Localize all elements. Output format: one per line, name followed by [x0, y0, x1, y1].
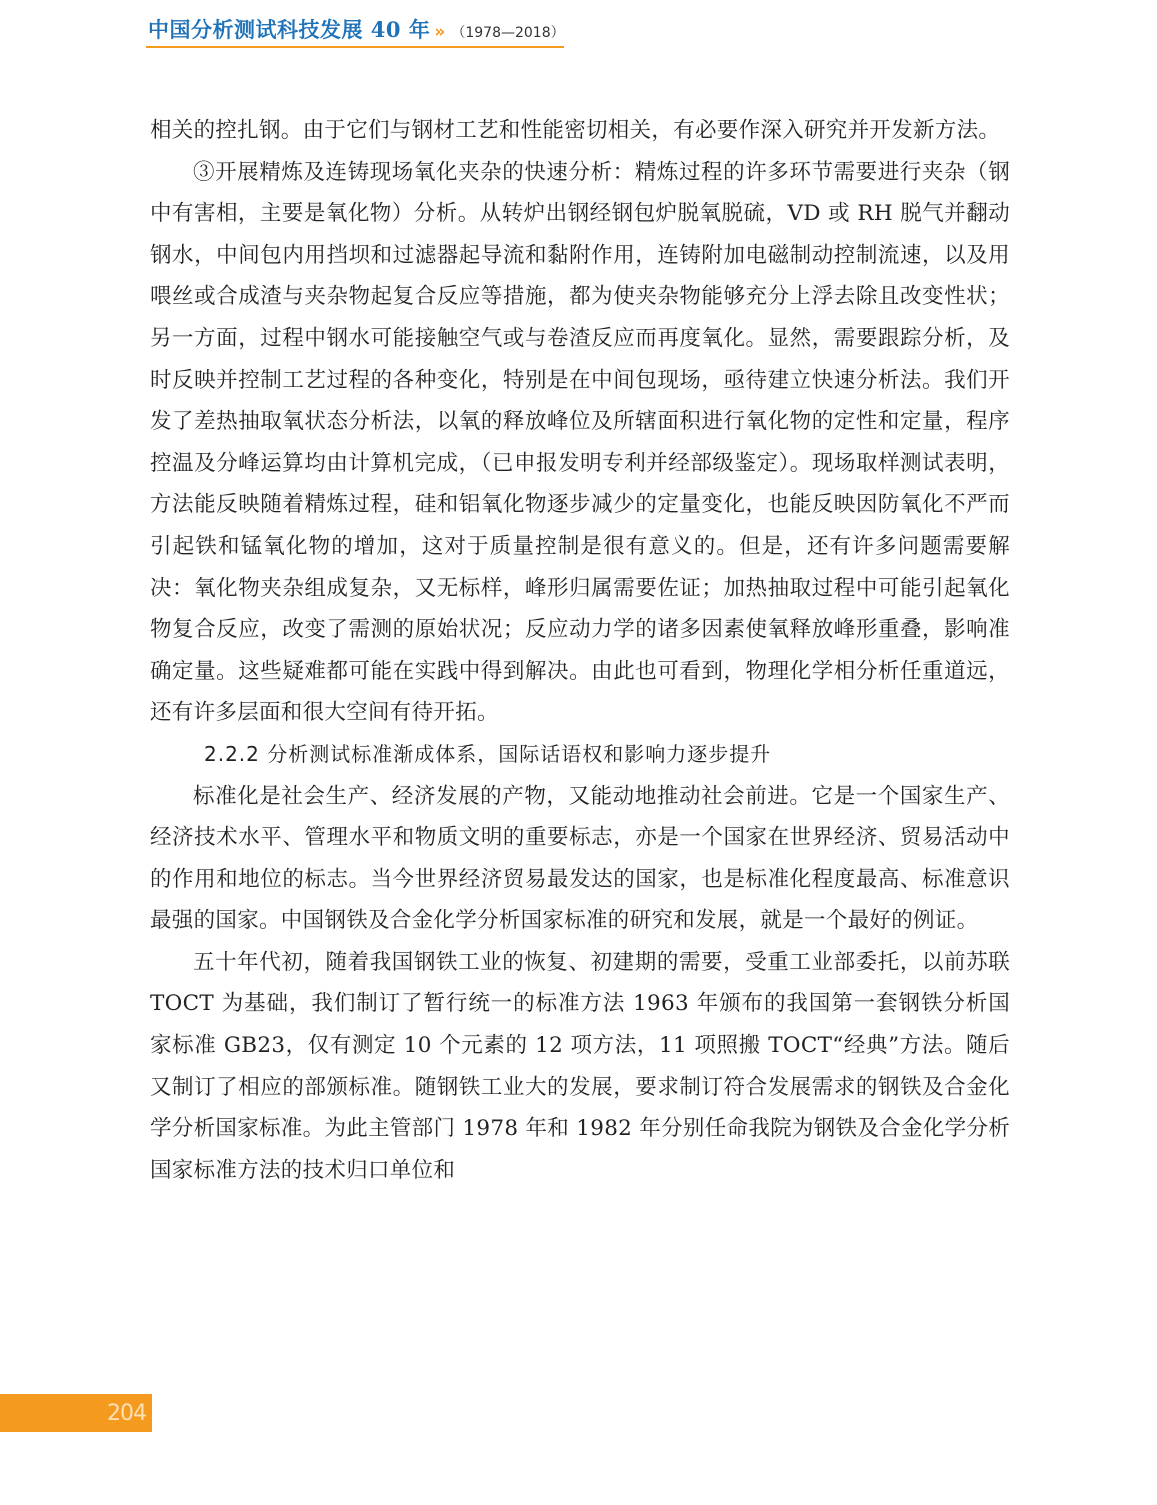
paragraph-standardization: 标准化是社会生产、经济发展的产物，又能动地推动社会前进。它是一个国家生产、经济技术水平、管理水平和物质文明的重要标志，亦是一个国家在世界经济、贸易活动中的作用和地位的标志。当今世界经济贸易最发达的国家，也是标准化程度最高、标准意识最强的国家。中国钢铁及合金化学分析国家标准的研究和发展，就是一个最好的例证。 — [150, 783, 1010, 934]
double-chevron-icon: » — [434, 22, 446, 42]
paragraph-history: 五十年代初，随着我国钢铁工业的恢复、初建期的需要，受重工业部委托，以前苏联 TOCT 为基础，我们制订了暂行统一的标准方法 1963 年颁布的我国第一套钢铁分析国家标准 GB23，仅有测定 10 个元素的 12 项方法，11 项照搬 TOCT“经典”方法。随后又制订了相应的部颁标准。随钢铁工业大的发展，要求制订符合发展需求的钢铁及合金化学分析国家标准。为此主管部门 1978 年和 1982 年分别任命我院为钢铁及合金化学分析国家标准方法的技术归口单位和 — [150, 949, 1010, 1183]
header-divider — [146, 46, 564, 48]
year-range: （1978—2018） — [451, 25, 565, 41]
page-number-badge — [0, 1394, 152, 1432]
page-body — [150, 110, 1010, 1191]
book-title: 中国分析测试科技发展 40 年 — [148, 17, 431, 42]
paragraph-inclusion-analysis: ③开展精炼及连铸现场氧化夹杂的快速分析：精炼过程的许多环节需要进行夹杂（钢中有害相，主要是氧化物）分析。从转炉出钢经钢包炉脱氧脱硫，VD 或 RH 脱气并翻动钢水，中间包内用挡坝和过滤器起导流和黏附作用，连铸附加电磁制动控制流速，以及用喂丝或合成渣与夹杂物起复合反应等措施，都为使夹杂物能够充分上浮去除且改变性状；另一方面，过程中钢水可能接触空气或与卷渣反应而再度氧化。显然，需要跟踪分析，及时反映并控制工艺过程的各种变化，特别是在中间包现场，亟待建立快速分析法。我们开发了差热抽取氧状态分析法，以氧的释放峰位及所辖面积进行氧化物的定性和定量，程序控温及分峰运算均由计算机完成，（已申报发明专利并经部级鉴定）。现场取样测试表明，方法能反映随着精炼过程，硅和铝氧化物逐步减少的定量变化，也能反映因防氧化不严而引起铁和锰氧化物的增加，这对于质量控制是很有意义的。但是，还有许多问题需要解决：氧化物夹杂组成复杂，又无标样，峰形归属需要佐证；加热抽取过程中可能引起氧化物复合反应，改变了需测的原始状况；反应动力学的诸多因素使氧释放峰形重叠，影响准确定量。这些疑难都可能在实践中得到解决。由此也可看到，物理化学相分析任重道远，还有许多层面和很大空间有待开拓。 — [150, 159, 1010, 726]
running-header — [148, 14, 565, 46]
page-number: 204 — [107, 1400, 146, 1426]
paragraph-continuation: 相关的控扎钢。由于它们与钢材工艺和性能密切相关，有必要作深入研究并开发新方法。 — [150, 118, 1001, 143]
section-heading: 2.2.2 分析测试标准渐成体系，国际话语权和影响力逐步提升 — [204, 741, 772, 766]
